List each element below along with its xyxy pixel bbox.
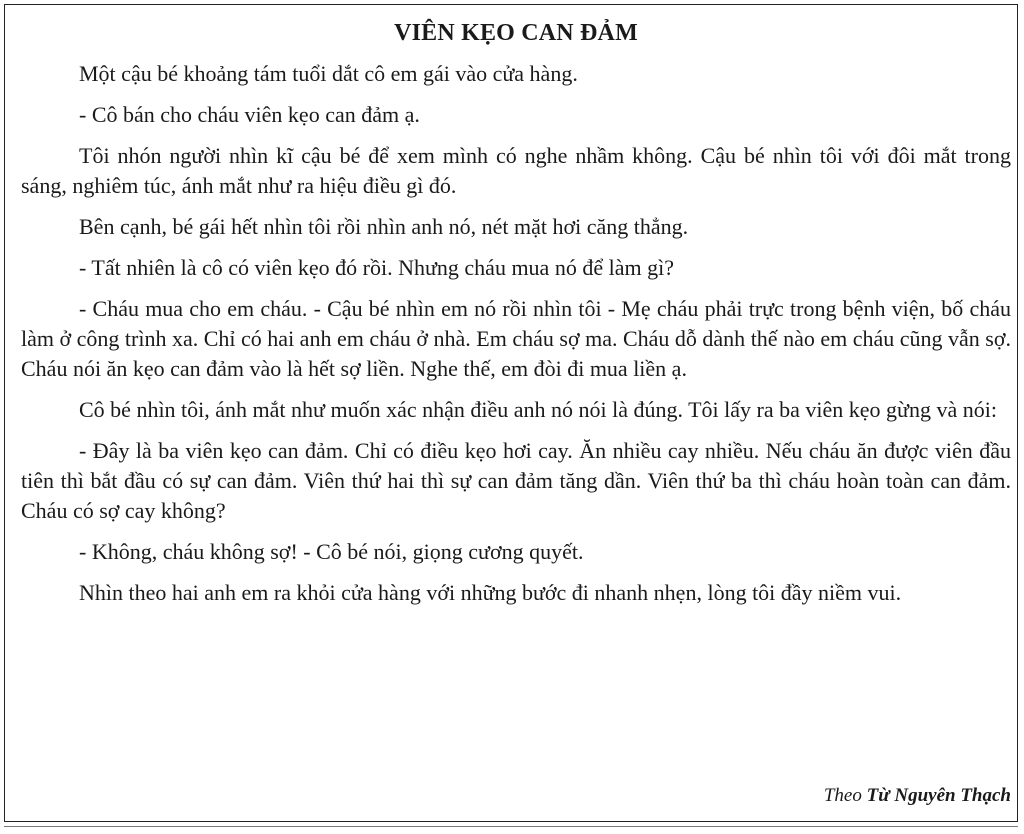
page-bottom-divider: [4, 826, 1018, 827]
paragraph-10: Nhìn theo hai anh em ra khỏi cửa hàng với những bước đi nhanh nhẹn, lòng tôi đầy niềm vui.: [79, 580, 902, 605]
paragraph-8: - Đây là ba viên kẹo can đảm. Chỉ có điều kẹo hơi cay. Ăn nhiều cay nhiều. Nếu cháu ăn được viên đầu tiên thì bắt đầu có sự can đảm. Viên thứ hai thì sự can đảm tăng dần. Viên thứ ba thì cháu hoàn toàn can đảm. Cháu có sợ cay không?: [21, 438, 1011, 523]
source-author: Từ Nguyên Thạch: [866, 785, 1011, 806]
paragraph-6: - Cháu mua cho em cháu. - Cậu bé nhìn em nó rồi nhìn tôi - Mẹ cháu phải trực trong bệnh viện, bố cháu làm ở công trình xa. Chỉ có hai anh em cháu ở nhà. Em cháu sợ ma. Cháu dỗ dành thế nào em cháu cũng vẫn sợ. Cháu nói ăn kẹo can đảm vào là hết sợ liền. Nghe thế, em đòi đi mua liền ạ.: [21, 296, 1011, 381]
paragraph-7: Cô bé nhìn tôi, ánh mắt như muốn xác nhận điều anh nó nói là đúng. Tôi lấy ra ba viên kẹo gừng và nói:: [79, 397, 997, 422]
paragraph-3: Tôi nhón người nhìn kĩ cậu bé để xem mình có nghe nhầm không. Cậu bé nhìn tôi với đôi mắt trong sáng, nghiêm túc, ánh mắt như ra hiệu điều gì đó.: [21, 143, 1011, 198]
document-frame: [4, 4, 1018, 822]
source-prefix: Theo: [823, 785, 862, 806]
story-title: VIÊN KẸO CAN ĐẢM: [394, 20, 638, 46]
paragraph-4: Bên cạnh, bé gái hết nhìn tôi rồi nhìn anh nó, nét mặt hơi căng thẳng.: [79, 214, 689, 239]
paragraph-5: - Tất nhiên là cô có viên kẹo đó rồi. Nhưng cháu mua nó để làm gì?: [79, 255, 674, 280]
source-attribution: [824, 785, 1011, 807]
paragraph-2: - Cô bán cho cháu viên kẹo can đảm ạ.: [79, 102, 420, 127]
paragraph-1: Một cậu bé khoảng tám tuổi dắt cô em gái vào cửa hàng.: [79, 61, 578, 86]
paragraph-9: - Không, cháu không sợ! - Cô bé nói, giọng cương quyết.: [79, 539, 584, 564]
